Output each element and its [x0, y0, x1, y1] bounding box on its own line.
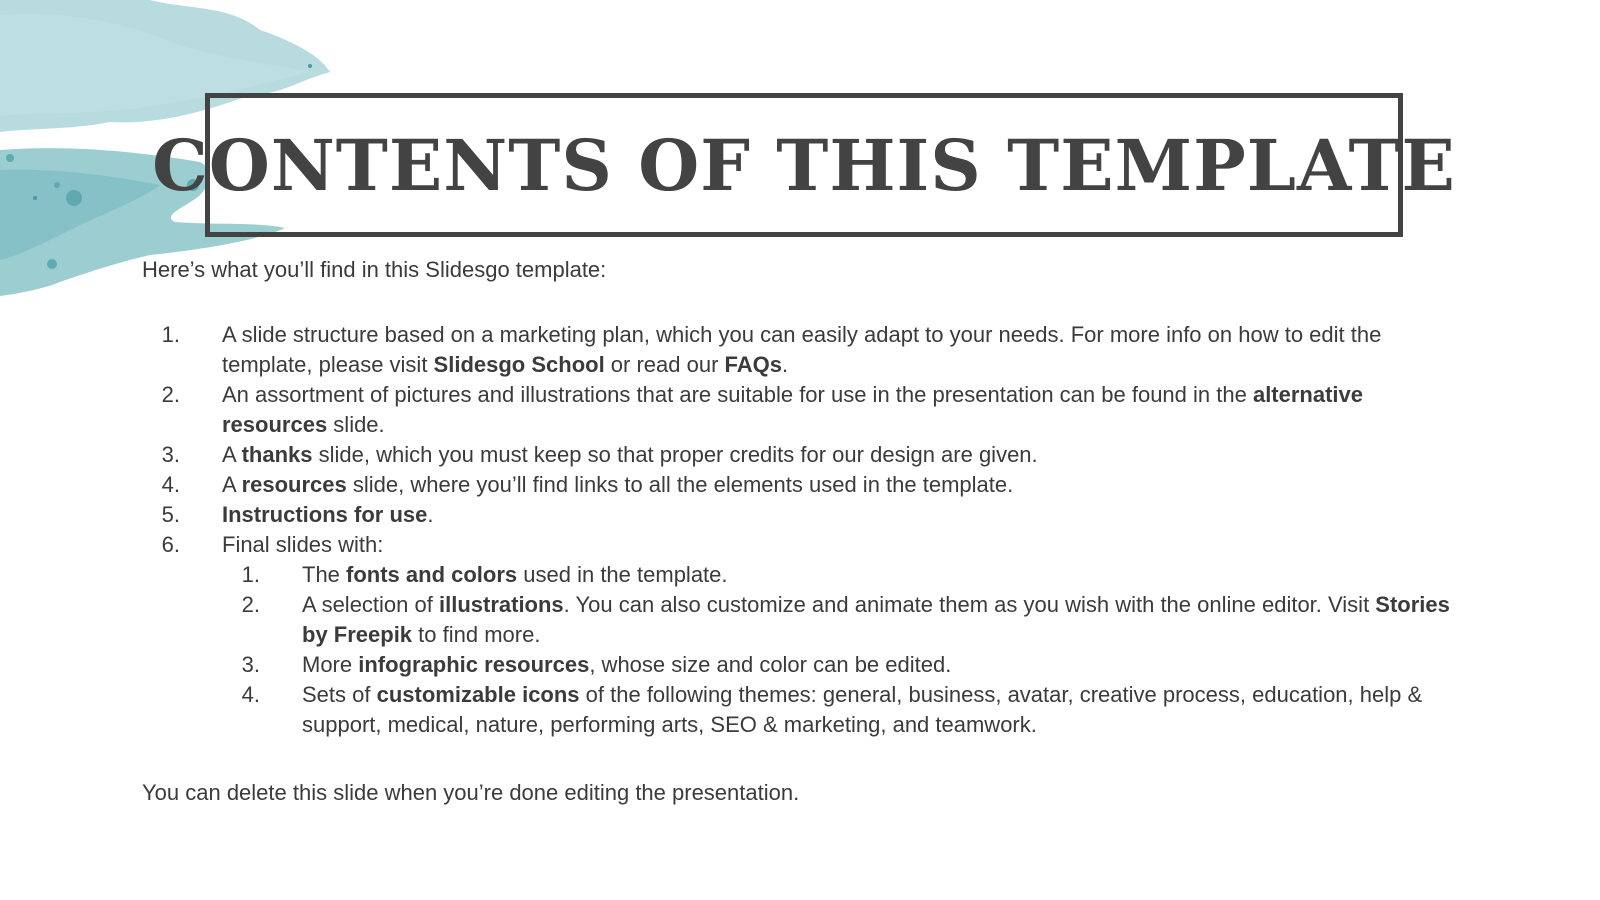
list-text: A thanks slide, which you must keep so that proper credits for our design are given.	[222, 442, 1038, 467]
list-number: 5.	[161, 502, 180, 527]
sub-list-item	[142, 590, 1462, 650]
list-text: A resources slide, where you’ll find links to all the elements used in the template.	[222, 472, 1014, 497]
list-item	[142, 470, 1462, 500]
list-number: 6.	[161, 532, 180, 557]
list-number: 3.	[161, 442, 180, 467]
list-item	[142, 320, 1462, 380]
list-number: 1.	[161, 322, 180, 347]
list-text: The fonts and colors used in the template.	[302, 562, 728, 587]
list-item	[142, 500, 1462, 530]
list-item	[142, 440, 1462, 470]
list-number: 2.	[161, 382, 180, 407]
list-number: 1.	[241, 562, 260, 587]
outro-text: You can delete this slide when you’re done editing the presentation.	[142, 780, 800, 805]
sub-list-item	[142, 560, 1462, 590]
title-frame	[152, 93, 1456, 237]
faqs-link: FAQs	[724, 352, 782, 377]
list-text: A slide structure based on a marketing plan, which you can easily adapt to your needs. For more info on how to edit the template, please visit Slidesgo School or read our FAQs.	[222, 322, 1382, 377]
list-text: A selection of illustrations. You can also customize and animate them as you wish with the online editor. Visit Stories by Freepik to find more.	[302, 592, 1450, 647]
page-title: CONTENTS OF THIS TEMPLATE	[152, 123, 1456, 207]
list-text: Final slides with:	[222, 532, 384, 557]
list-text: Sets of customizable icons of the following themes: general, business, avatar, creative process, education, help & support, medical, nature, performing arts, SEO & marketing, and teamwork.	[302, 682, 1423, 737]
list-number: 2.	[241, 592, 260, 617]
list-item	[142, 380, 1462, 440]
list-text: An assortment of pictures and illustrations that are suitable for use in the presentation can be found in the alternative resources slide.	[222, 382, 1364, 437]
sub-list-item	[142, 680, 1462, 740]
list-text: Instructions for use.	[222, 502, 434, 527]
list-text: More infographic resources, whose size and color can be edited.	[302, 652, 952, 677]
list-number: 4.	[161, 472, 180, 497]
list-number: 4.	[241, 682, 260, 707]
slidesgo-school-link: Slidesgo School	[433, 352, 605, 377]
intro-text: Here’s what you’ll find in this Slidesgo template:	[142, 257, 607, 282]
stories-by-freepik-link: Stories by Freepik	[302, 592, 1450, 647]
contents-list	[142, 320, 1462, 740]
list-item	[142, 530, 1462, 560]
list-number: 3.	[241, 652, 260, 677]
sub-list-item	[142, 650, 1462, 680]
